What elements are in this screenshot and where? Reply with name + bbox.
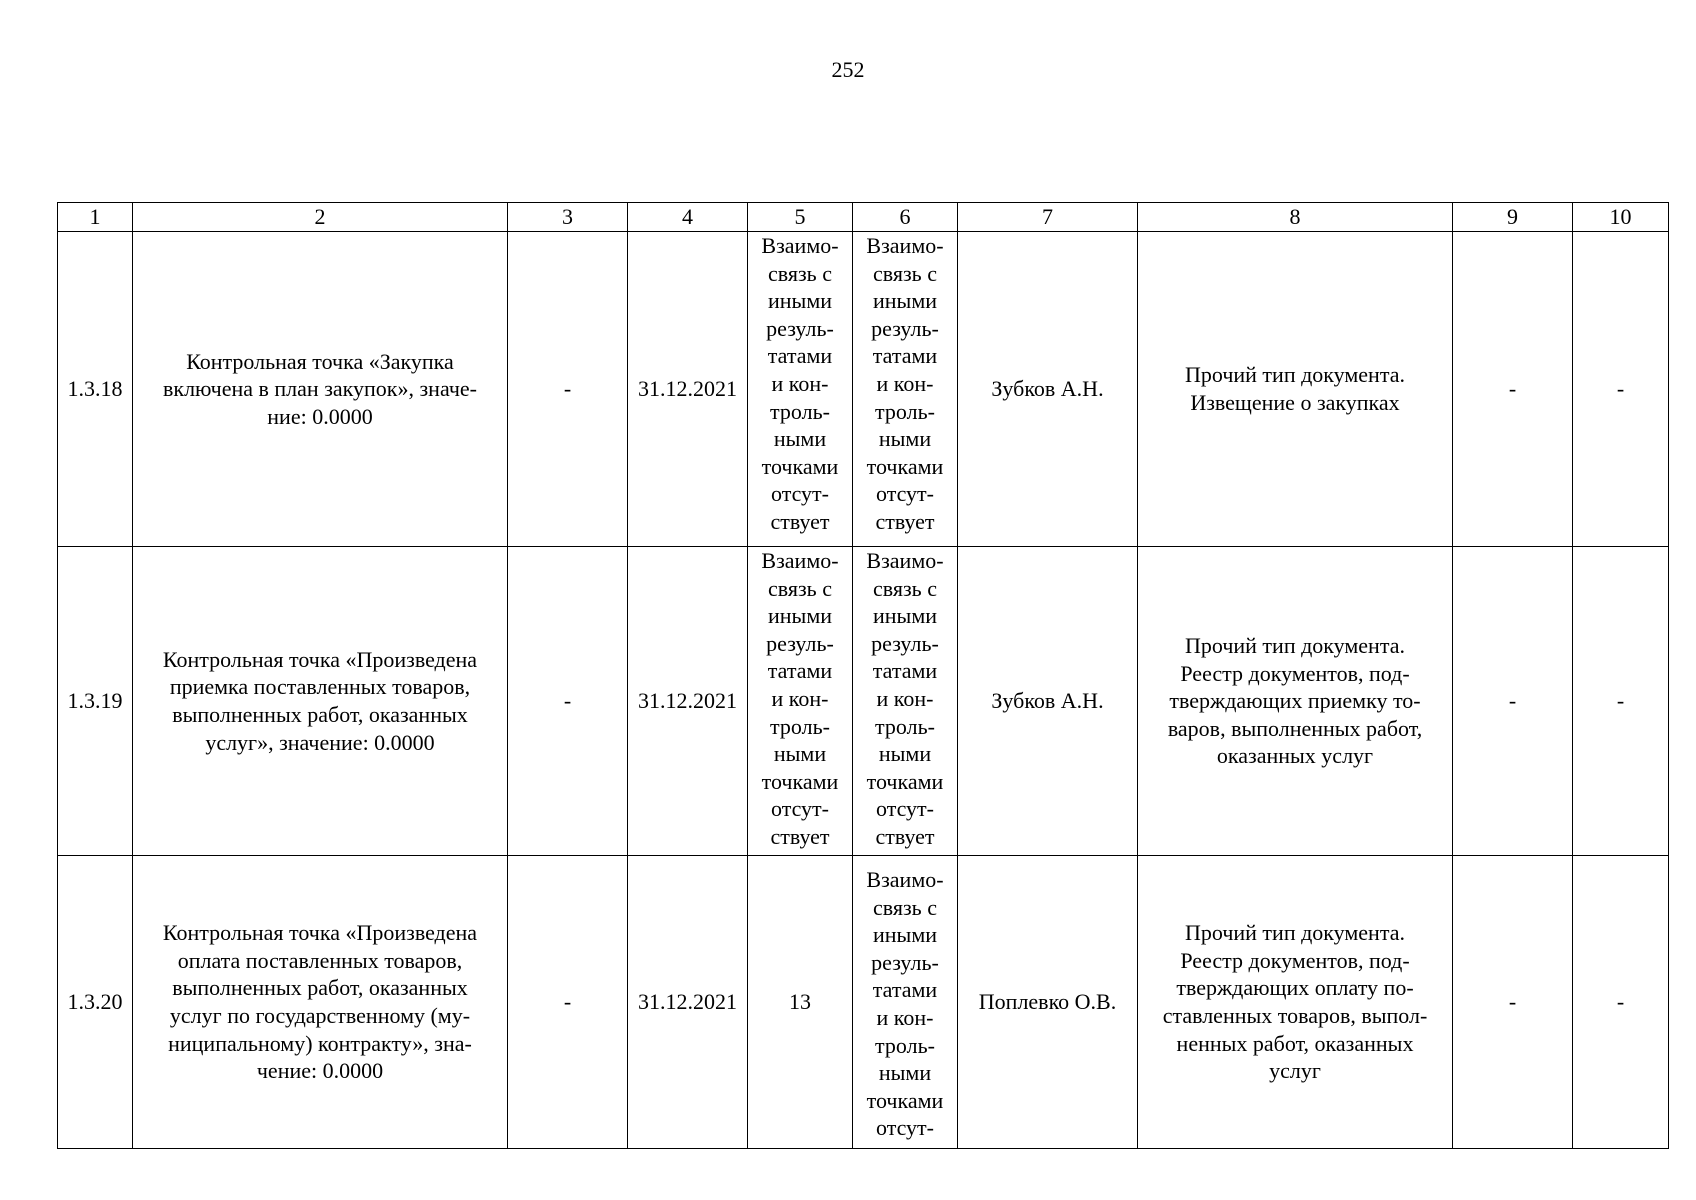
document-cell <box>1138 547 1453 856</box>
relation-line: связь с <box>768 575 832 601</box>
name-line: услуг по государственному (му- <box>169 1003 471 1028</box>
relation-line: ными <box>773 741 827 767</box>
relation-cell-col6 <box>853 232 958 547</box>
relation-line: и кон- <box>876 370 934 396</box>
name-line: чение: 0.0000 <box>256 1058 384 1084</box>
relation-line: троль- <box>875 398 935 424</box>
relation-line: татами <box>872 658 938 684</box>
control-point-name-cell <box>133 856 508 1149</box>
relation-line: отсут- <box>875 481 934 507</box>
document-line: оказанных услуг <box>1216 743 1374 769</box>
relation-line: Взаимо- <box>761 548 839 573</box>
relation-line: резуль- <box>766 630 834 656</box>
relation-line: точками <box>866 453 944 479</box>
relation-line: и кон- <box>876 685 934 711</box>
row-number-cell: 1.3.20 <box>58 856 133 1149</box>
relation-line: татами <box>767 658 833 684</box>
relation-line: ствует <box>770 823 830 849</box>
relation-line: и кон- <box>771 370 829 396</box>
name-line: Контрольная точка «Произведена <box>162 646 478 672</box>
name-line: услуг», значение: 0.0000 <box>205 729 435 755</box>
name-line: Контрольная точка «Закупка <box>186 348 454 374</box>
document-line: ненных работ, оказанных <box>1176 1030 1414 1056</box>
column-header-7: 7 <box>958 203 1138 232</box>
relation-line: ными <box>773 426 827 452</box>
document-line: Реестр документов, под- <box>1180 660 1410 686</box>
relation-line: связь с <box>873 260 937 286</box>
relation-line: троль- <box>875 1032 935 1058</box>
column-header-1: 1 <box>58 203 133 232</box>
relation-line: и кон- <box>876 1004 934 1030</box>
relation-line: ствует <box>875 508 935 534</box>
relation-line: татами <box>872 977 938 1003</box>
relation-line: и кон- <box>771 685 829 711</box>
document-line: Прочий тип документа. <box>1185 633 1405 659</box>
document-line: Реестр документов, под- <box>1180 947 1410 973</box>
name-line: оплата поставленных товаров, <box>177 947 463 973</box>
document-line: варов, выполненных работ, <box>1167 715 1423 741</box>
relation-line: Взаимо- <box>866 233 944 258</box>
column-9-cell: - <box>1453 547 1573 856</box>
responsible-cell: Зубков А.Н. <box>958 232 1138 547</box>
column-10-cell: - <box>1573 547 1669 856</box>
relation-line: иными <box>872 603 938 629</box>
relation-line: резуль- <box>871 949 939 975</box>
relation-line: резуль- <box>766 315 834 341</box>
header-row <box>58 203 1669 232</box>
name-line: приемка поставленных товаров, <box>169 674 471 700</box>
relation-line: Взаимо- <box>866 867 944 892</box>
date-cell: 31.12.2021 <box>628 856 748 1149</box>
column-10-cell: - <box>1573 856 1669 1149</box>
relation-line: Взаимо- <box>866 548 944 573</box>
relation-line: ствует <box>770 508 830 534</box>
column-3-cell: - <box>508 547 628 856</box>
document-line: услуг <box>1269 1058 1321 1084</box>
document-line: тверждающих приемку то- <box>1169 688 1421 714</box>
document-line: Прочий тип документа. <box>1185 920 1405 946</box>
document-line: ставленных товаров, выпол- <box>1162 1003 1428 1028</box>
document-line: Извещение о закупках <box>1190 390 1400 415</box>
column-3-cell: - <box>508 232 628 547</box>
relation-line: точками <box>761 768 839 794</box>
relation-line: точками <box>866 768 944 794</box>
column-header-4: 4 <box>628 203 748 232</box>
relation-line: связь с <box>873 894 937 920</box>
document-cell <box>1138 232 1453 547</box>
relation-line: отсут- <box>875 1115 934 1141</box>
control-point-name-cell <box>133 232 508 547</box>
relation-cell-col5 <box>748 232 853 547</box>
relation-line: иными <box>872 288 938 314</box>
column-header-2: 2 <box>133 203 508 232</box>
relation-cell-col5 <box>748 547 853 856</box>
relation-line: отсут- <box>770 481 829 507</box>
column-header-10: 10 <box>1573 203 1669 232</box>
name-line: включена в план закупок», значе- <box>163 376 477 402</box>
table-row <box>58 232 1669 547</box>
relation-line: троль- <box>770 398 830 424</box>
document-line: Прочий тип документа. <box>1185 362 1405 388</box>
responsible-cell: Зубков А.Н. <box>958 547 1138 856</box>
name-line: выполненных работ, оказанных <box>172 702 468 727</box>
relation-line: резуль- <box>871 630 939 656</box>
table-row <box>58 856 1669 1149</box>
relation-cell-col6 <box>853 856 958 1149</box>
name-line: Контрольная точка «Произведена <box>162 920 478 946</box>
column-10-cell: - <box>1573 232 1669 547</box>
relation-line: ными <box>878 426 932 452</box>
relation-line: иными <box>872 922 938 948</box>
relation-line: ными <box>878 741 932 767</box>
relation-line: иными <box>767 288 833 314</box>
relation-line: троль- <box>770 713 830 739</box>
name-line: ние: 0.0000 <box>267 403 373 429</box>
document-cell <box>1138 856 1453 1149</box>
table-row <box>58 547 1669 856</box>
column-header-8: 8 <box>1138 203 1453 232</box>
column-header-9: 9 <box>1453 203 1573 232</box>
relation-line: отсут- <box>875 796 934 822</box>
relation-cell-col5: 13 <box>748 856 853 1149</box>
column-3-cell: - <box>508 856 628 1149</box>
date-cell: 31.12.2021 <box>628 547 748 856</box>
relation-line: Взаимо- <box>761 233 839 258</box>
control-point-name-cell <box>133 547 508 856</box>
relation-line: резуль- <box>871 315 939 341</box>
column-header-6: 6 <box>853 203 958 232</box>
relation-line: связь с <box>873 575 937 601</box>
row-number-cell: 1.3.19 <box>58 547 133 856</box>
relation-line: троль- <box>875 713 935 739</box>
relation-cell-col6 <box>853 547 958 856</box>
relation-line: ными <box>878 1060 932 1086</box>
data-table <box>57 202 1669 1149</box>
relation-line: точками <box>761 453 839 479</box>
column-header-5: 5 <box>748 203 853 232</box>
row-number-cell: 1.3.18 <box>58 232 133 547</box>
relation-line: татами <box>767 343 833 369</box>
relation-line: связь с <box>768 260 832 286</box>
date-cell: 31.12.2021 <box>628 232 748 547</box>
document-line: тверждающих оплату по- <box>1176 975 1414 1001</box>
relation-line: татами <box>872 343 938 369</box>
responsible-cell: Поплевко О.В. <box>958 856 1138 1149</box>
name-line: ниципальному) контракту», зна- <box>168 1030 472 1056</box>
column-9-cell: - <box>1453 856 1573 1149</box>
relation-line: отсут- <box>770 796 829 822</box>
relation-line: иными <box>767 603 833 629</box>
column-9-cell: - <box>1453 232 1573 547</box>
page-number: 252 <box>831 57 865 82</box>
name-line: выполненных работ, оказанных <box>172 975 468 1001</box>
column-header-3: 3 <box>508 203 628 232</box>
relation-line: ствует <box>875 823 935 849</box>
relation-line: точками <box>866 1087 944 1113</box>
